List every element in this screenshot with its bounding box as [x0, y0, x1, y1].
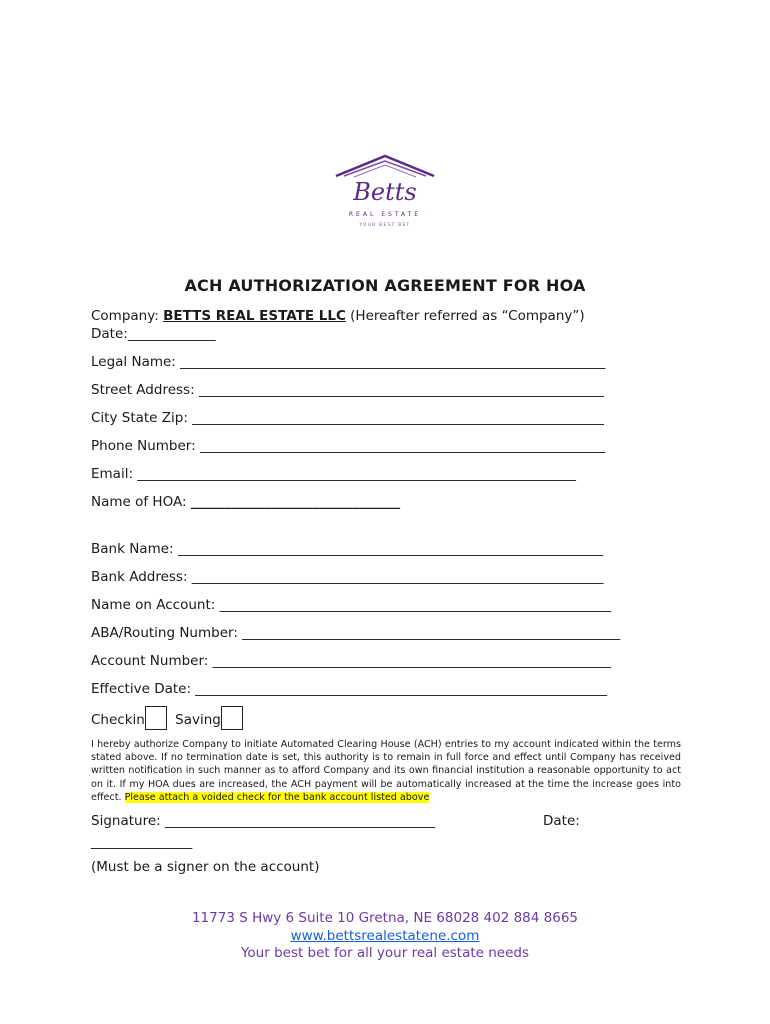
date-field[interactable]: Date:_____________ — [91, 326, 216, 342]
account-number-field[interactable]: Account Number: ___________________________________________________________ — [91, 653, 611, 669]
company-line — [91, 308, 585, 324]
footer-address: 11773 S Hwy 6 Suite 10 Gretna, NE 68028 402 884 8665 — [191, 910, 579, 926]
logo-subtext: REAL ESTATE — [348, 211, 422, 218]
hoa-name-field[interactable] — [91, 494, 400, 510]
saving-label: Saving — [175, 712, 221, 728]
signature-field[interactable]: Signature: ________________________________________ — [91, 813, 435, 829]
company-name: BETTS REAL ESTATE LLC — [163, 308, 346, 324]
checking-checkbox[interactable] — [145, 706, 167, 730]
footer-slogan: Your best bet for all your real estate needs — [240, 945, 530, 961]
street-address-field[interactable]: Street Address: ____________________________________________________________ — [91, 382, 604, 398]
logo-tagline: YOUR BEST BET — [359, 222, 411, 227]
name-on-account-field[interactable]: Name on Account: __________________________________________________________ — [91, 597, 612, 613]
checking-label: Checkin — [91, 712, 145, 728]
effective-date-field[interactable]: Effective Date: _____________________________________________________________ — [91, 681, 608, 697]
bank-name-field[interactable]: Bank Name: _______________________________________________________________ — [91, 541, 604, 557]
city-state-zip-field[interactable]: City State Zip: _____________________________________________________________ — [91, 410, 604, 426]
signature-date-field[interactable]: _______________ — [91, 834, 193, 850]
logo-text: Betts — [353, 178, 417, 206]
hoa-blank[interactable]: _______________________________ — [190, 494, 401, 510]
authorization-paragraph — [91, 738, 681, 804]
bank-address-field[interactable]: Bank Address: _____________________________________________________________ — [91, 569, 604, 585]
signer-note: (Must be a signer on the account) — [91, 859, 320, 875]
company-prefix: Company: — [91, 308, 164, 324]
company-suffix: (Hereafter referred as “Company”) — [345, 308, 585, 324]
routing-number-field[interactable]: ABA/Routing Number: ________________________________________________________ — [91, 625, 621, 641]
website-link[interactable]: www.bettsrealestatene.com — [290, 928, 480, 944]
phone-number-field[interactable]: Phone Number: ____________________________________________________________ — [91, 438, 605, 454]
authorization-text: I hereby authorize Company to initiate Automated Clearing House (ACH) entries to my account indicated within the terms stated above. If no termination date is set, this authority is to remain in full force and effect until Company has received written notification in such manner as to afford Company and its own financial institution a reasonable opportunity to act on it. If my HOA dues are increased, the ACH payment will be automatically increased at the time the increase goes into effect. — [91, 739, 681, 803]
voided-check-note: Please attach a voided check for the bank account listed above — [124, 791, 430, 803]
hoa-label: Name of HOA: — [91, 494, 191, 510]
footer-website-wrap — [0, 928, 770, 944]
account-type-row — [91, 710, 243, 730]
signature-date-label: Date: — [543, 813, 580, 829]
saving-checkbox[interactable] — [221, 706, 243, 730]
legal-name-field[interactable]: Legal Name: _______________________________________________________________ — [91, 354, 606, 370]
betts-logo — [330, 152, 440, 232]
email-field[interactable]: Email: _________________________________________________________________ — [91, 466, 577, 482]
page-title: ACH AUTHORIZATION AGREEMENT FOR HOA — [184, 276, 586, 295]
